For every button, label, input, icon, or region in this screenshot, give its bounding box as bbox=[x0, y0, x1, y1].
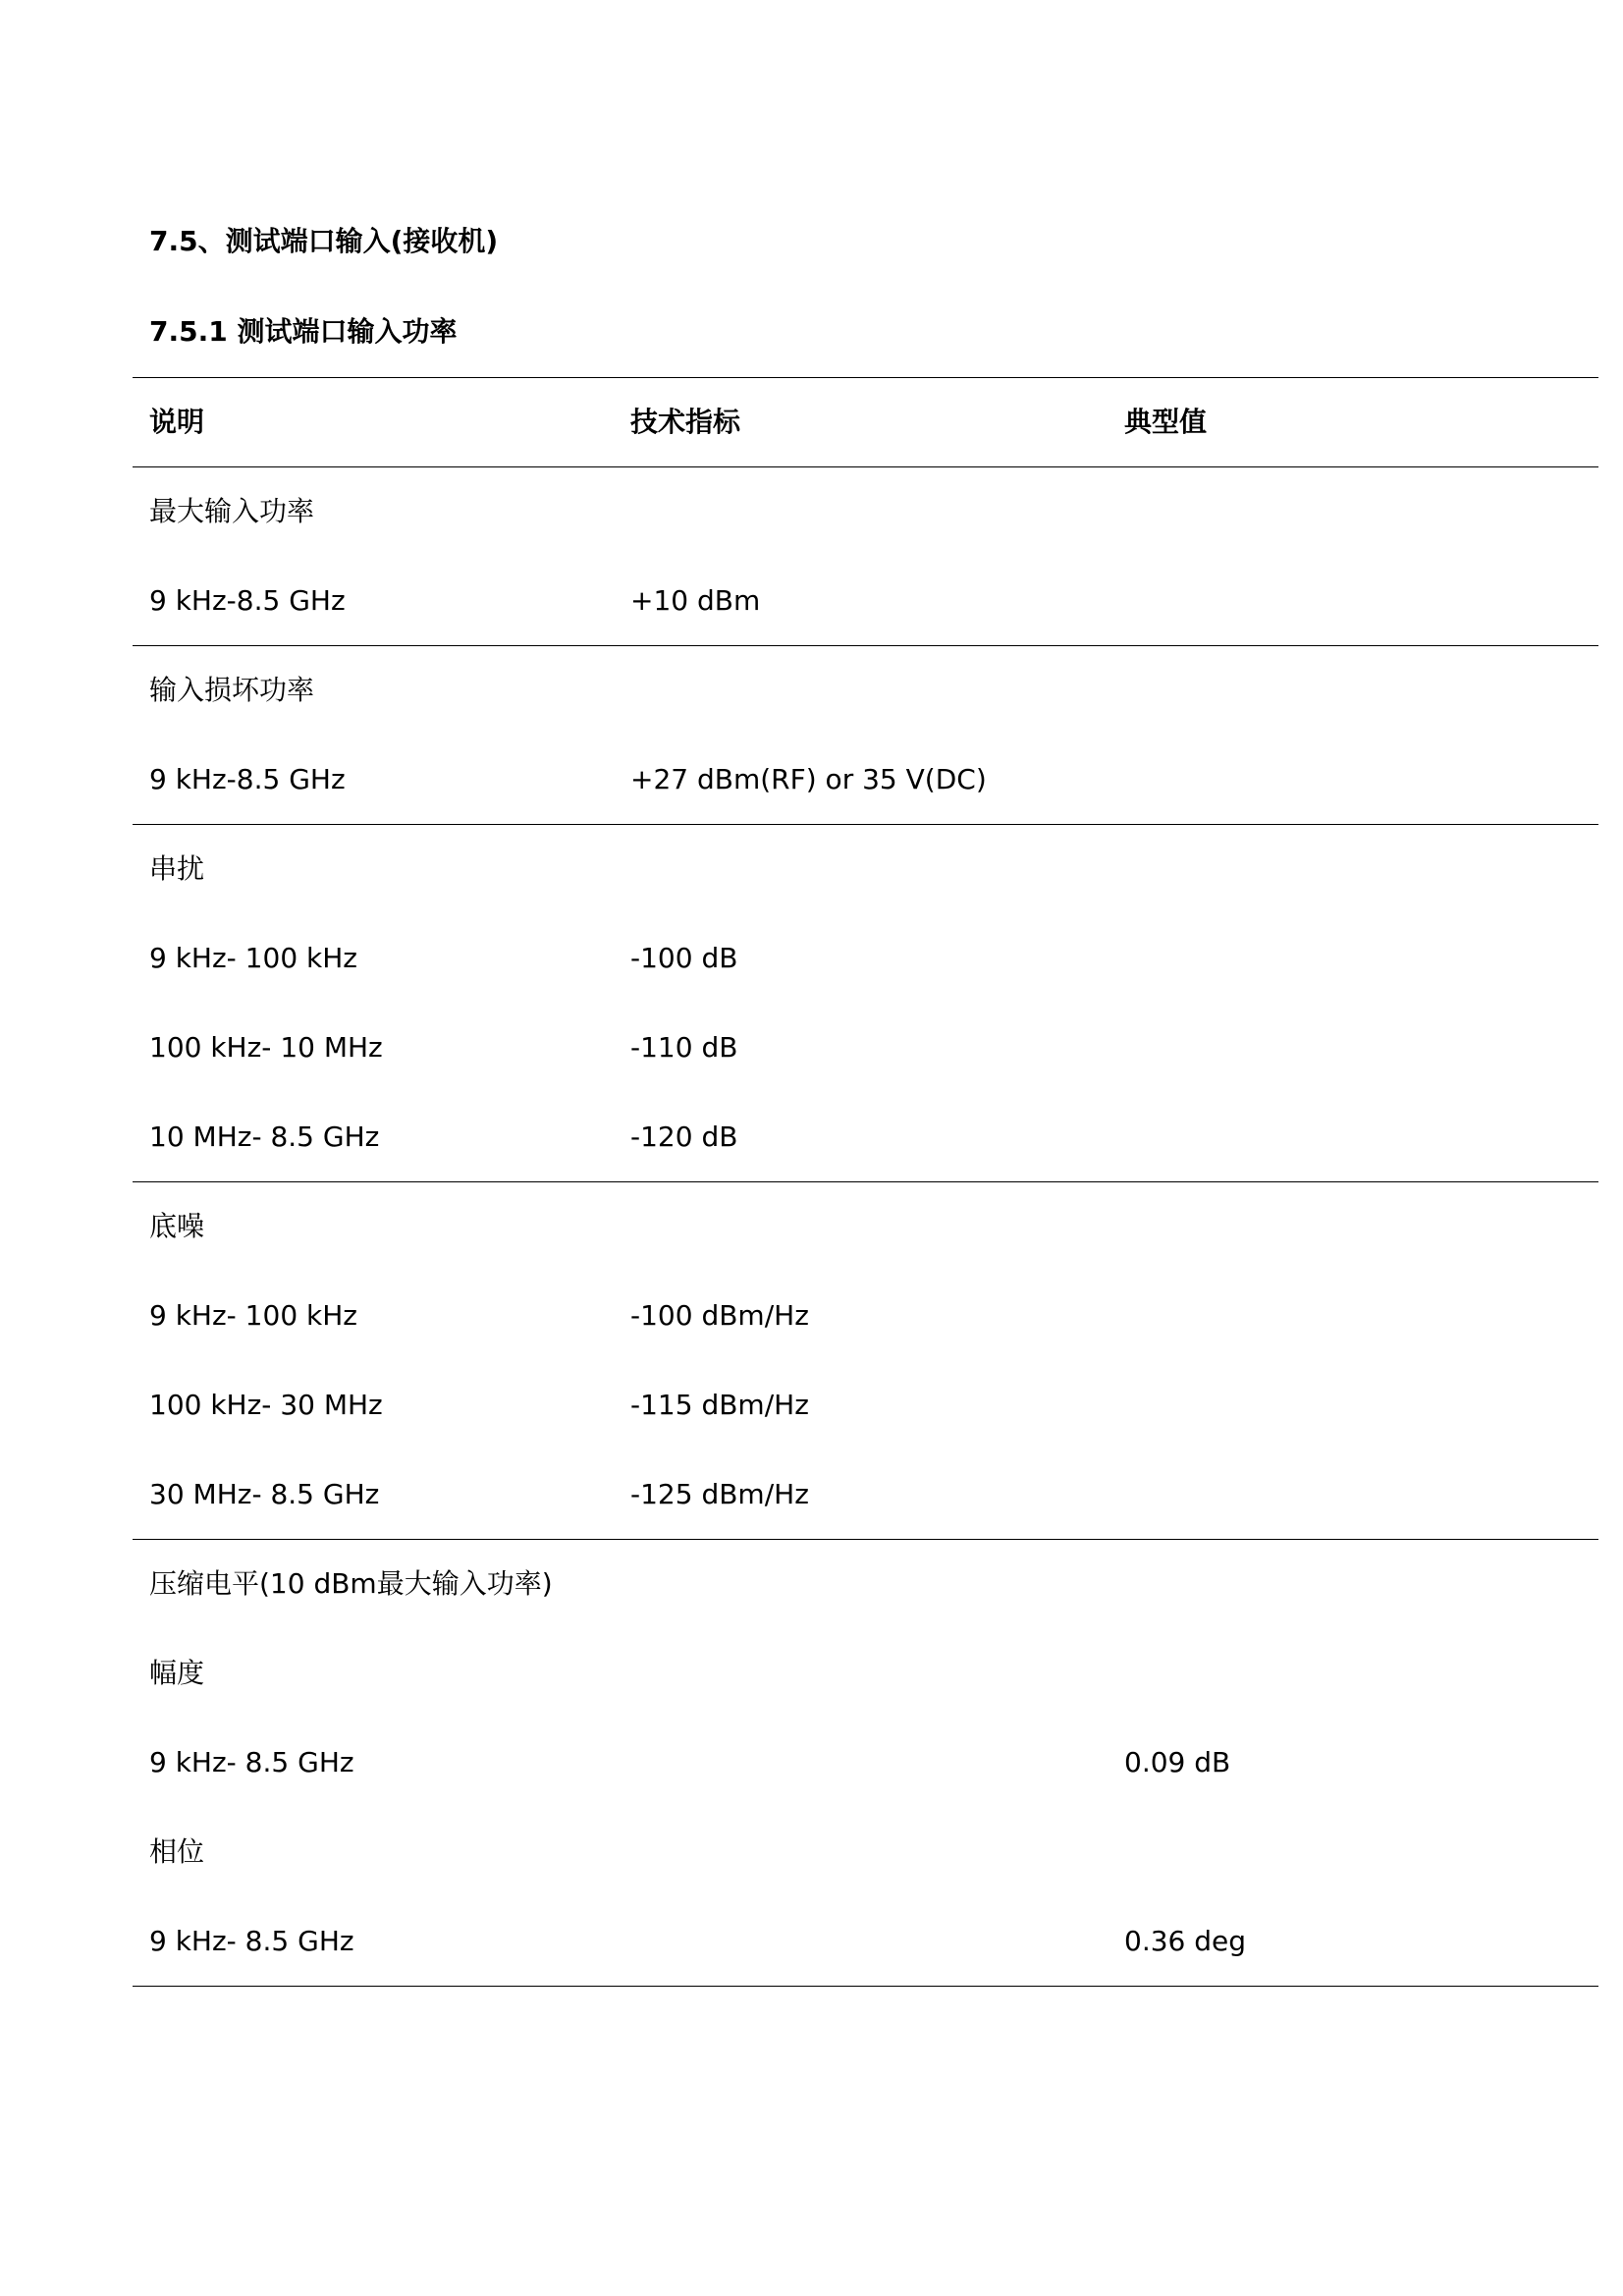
row-typical bbox=[1108, 1093, 1598, 1182]
row-typical bbox=[1108, 825, 1598, 914]
table-row bbox=[133, 646, 1598, 736]
row-typical bbox=[1108, 557, 1598, 646]
row-description: 9 kHz- 100 kHz bbox=[149, 1299, 357, 1332]
table-row bbox=[133, 1719, 1598, 1808]
row-description: 底噪 bbox=[149, 1210, 205, 1243]
table-row bbox=[133, 1004, 1598, 1093]
row-typical bbox=[1108, 736, 1598, 825]
row-spec bbox=[614, 467, 1108, 557]
row-typical bbox=[1108, 1182, 1598, 1272]
row-description: 9 kHz-8.5 GHz bbox=[133, 736, 614, 825]
table-row bbox=[133, 1629, 1598, 1719]
subsection-heading: 7.5.1 测试端口输入功率 bbox=[149, 315, 458, 348]
row-spec: +10 dBm bbox=[614, 557, 1108, 646]
row-description: 串扰 bbox=[149, 852, 205, 886]
row-spec bbox=[614, 1540, 1108, 1629]
row-spec: -115 dBm/Hz bbox=[630, 1389, 809, 1421]
table-row bbox=[133, 736, 1598, 825]
row-spec: -110 dB bbox=[630, 1031, 738, 1064]
table-row bbox=[133, 1093, 1598, 1182]
row-typical bbox=[1108, 1808, 1598, 1897]
spec-table bbox=[133, 377, 1598, 1987]
row-description: 10 MHz- 8.5 GHz bbox=[133, 1093, 614, 1182]
row-typical: 0.36 deg bbox=[1108, 1897, 1598, 1987]
table-header-row bbox=[133, 378, 1598, 467]
row-description: 9 kHz- 8.5 GHz bbox=[133, 1897, 614, 1987]
row-spec bbox=[614, 1897, 1108, 1987]
table-row bbox=[133, 1897, 1598, 1987]
row-typical: 0.09 dB bbox=[1124, 1746, 1231, 1778]
row-typical bbox=[1108, 1629, 1598, 1719]
row-spec bbox=[614, 1719, 1108, 1808]
row-typical bbox=[1108, 914, 1598, 1004]
table-row bbox=[133, 1361, 1598, 1450]
row-typical bbox=[1108, 1361, 1598, 1450]
row-typical bbox=[1108, 1450, 1598, 1540]
table-row bbox=[133, 1808, 1598, 1897]
row-description: 9 kHz- 8.5 GHz bbox=[149, 1746, 354, 1778]
section-heading: 7.5、测试端口输入(接收机) bbox=[149, 225, 499, 257]
row-typical bbox=[1108, 1272, 1598, 1361]
row-typical bbox=[1108, 1004, 1598, 1093]
table-row bbox=[133, 1540, 1598, 1629]
row-description: 最大输入功率 bbox=[149, 495, 315, 528]
row-description: 100 kHz- 10 MHz bbox=[149, 1031, 383, 1064]
row-spec: -120 dB bbox=[614, 1093, 1108, 1182]
row-spec bbox=[614, 646, 1108, 736]
row-description: 压缩电平(10 dBm最大输入功率) bbox=[149, 1567, 553, 1601]
row-description: 100 kHz- 30 MHz bbox=[149, 1389, 383, 1421]
row-typical bbox=[1108, 1540, 1598, 1629]
table-row bbox=[133, 825, 1598, 914]
row-typical bbox=[1108, 646, 1598, 736]
row-spec: +27 dBm(RF) or 35 V(DC) bbox=[614, 736, 1108, 825]
row-spec bbox=[614, 1808, 1108, 1897]
row-description: 30 MHz- 8.5 GHz bbox=[133, 1450, 614, 1540]
row-description: 9 kHz-8.5 GHz bbox=[133, 557, 614, 646]
row-description: 9 kHz- 100 kHz bbox=[149, 942, 357, 974]
table-row bbox=[133, 467, 1598, 557]
column-header-spec: 技术指标 bbox=[614, 378, 1108, 467]
table-row bbox=[133, 914, 1598, 1004]
row-spec bbox=[614, 825, 1108, 914]
row-description: 输入损坏功率 bbox=[149, 674, 315, 707]
table-row bbox=[133, 1450, 1598, 1540]
table-row bbox=[133, 1182, 1598, 1272]
row-spec: -100 dB bbox=[630, 942, 738, 974]
column-header-description: 说明 bbox=[133, 378, 614, 467]
row-spec bbox=[614, 1182, 1108, 1272]
row-spec: -100 dBm/Hz bbox=[630, 1299, 809, 1332]
column-header-typical: 典型值 bbox=[1108, 378, 1598, 467]
table-row bbox=[133, 557, 1598, 646]
row-description: 相位 bbox=[149, 1835, 205, 1868]
table-row bbox=[133, 1272, 1598, 1361]
row-spec bbox=[614, 1629, 1108, 1719]
row-description: 幅度 bbox=[149, 1657, 205, 1689]
row-spec: -125 dBm/Hz bbox=[614, 1450, 1108, 1540]
row-typical bbox=[1108, 467, 1598, 557]
